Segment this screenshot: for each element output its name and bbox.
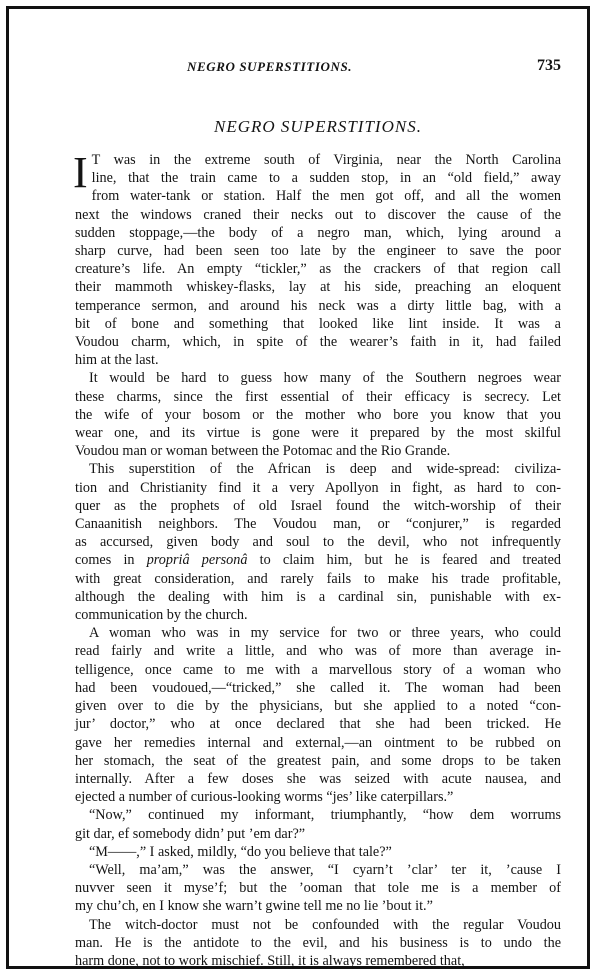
text-line: nuvver seen it myse’f; but the ’ooman that tole me is a member of — [75, 880, 561, 897]
text-line: communication by the church. — [75, 607, 248, 624]
text-line: her stomach, the seat of the greatest pain, and some drops to be taken — [75, 752, 561, 769]
text-line: The witch-doctor must not be confounded with the regular Voudou — [89, 916, 561, 933]
text-line: quer as the prophets of old Israel found the witch-worship of their — [75, 497, 561, 514]
paragraph — [73, 148, 561, 369]
text-line: sudden stoppage,—the body of a negro man, which, lying around a — [75, 224, 561, 241]
text-line: bit of bone and something that looked like lint inside. It was a — [75, 315, 561, 332]
text-line: jur’ doctor,” who at once declared that she had been tricked. He — [75, 716, 561, 733]
text-line: Canaanitish neighbors. The Voudou man, or “conjurer,” is regarded — [75, 516, 561, 533]
text-line: Voudou man or woman between the Potomac and the Rio Grande. — [75, 443, 451, 460]
text-line: comes in propriâ personâ to claim him, but he is feared and treated — [75, 552, 562, 569]
text-line: “Well, ma’am,” was the answer, “I cyarn’t ’clar’ ter it, ’cause I — [89, 861, 561, 878]
text-line: It would be hard to guess how many of the Southern negroes wear — [89, 370, 561, 387]
page-number: 735 — [537, 57, 561, 74]
text-line: “Now,” continued my informant, triumphantly, “how dem worrums — [89, 807, 561, 824]
text-line: their mammoth whiskey-flasks, lay at his side, preaching an eloquent — [75, 279, 561, 296]
paragraph — [75, 460, 561, 624]
paragraph — [75, 806, 561, 842]
text-line: next the windows craned their necks out to discover the cause of the — [75, 206, 561, 223]
text-line: as accursed, given body and soul to the devil, who not infrequently — [75, 534, 561, 551]
text-line: internally. After a few doses she was seized with acute nausea, and — [75, 770, 561, 787]
text-line: man. He is the antidote to the evil, and his business is to undo the — [75, 934, 561, 951]
text-line: harm done, not to work mischief. Still, it is always remembered that, — [75, 952, 465, 969]
text-line: him at the last. — [75, 352, 159, 369]
text-line: the wife of your bosom or the mother who bore you know that you — [75, 406, 561, 423]
text-line: wear one, and its virtue is gone were it prepared by the most skilful — [75, 425, 561, 442]
running-title: NEGRO SUPERSTITIONS. — [187, 59, 353, 74]
paragraph — [75, 624, 561, 806]
text-line: creature’s life. An empty “tickler,” as the crackers of that region call — [75, 261, 561, 278]
article-body — [73, 148, 562, 970]
text-line: A woman who was in my service for two or three years, who could — [89, 625, 561, 642]
running-head — [75, 49, 561, 79]
text-line: telligence, once came to me with a marvellous story of a woman who — [75, 661, 561, 678]
text-line: git dar, ef somebody didn’ put ’em dar?” — [75, 825, 306, 842]
text-line: given over to die by the physicians, but she applied to a noted “con- — [75, 698, 561, 715]
text-line: Voudou charm, which, in spite of the wearer’s faith in it, had failed — [75, 334, 561, 351]
text-line: from water-tank or station. Half the men got off, and all the women — [91, 188, 561, 205]
paragraph — [75, 916, 561, 971]
text-line: these charms, since the first essential of their efficacy is secrecy. Let — [75, 388, 561, 405]
text-line: ejected a number of curious-looking worms “jes’ like caterpillars.” — [75, 789, 454, 806]
text-line: although the dealing with him is a cardinal sin, punishable with ex- — [75, 588, 561, 605]
text-line: “M——,” I asked, mildly, “do you believe that tale?” — [89, 843, 392, 860]
article-title: NEGRO SUPERSTITIONS. — [214, 117, 422, 136]
text-line: T was in the extreme south of Virginia, near the North Carolina — [91, 152, 561, 168]
text-line: gave her remedies internal and external,—an ointment to be rubbed on — [75, 734, 561, 751]
page-frame — [6, 6, 590, 969]
text-line: tion and Christianity find it a very Apollyon in fight, as hard to con- — [75, 479, 561, 496]
paragraph — [75, 861, 561, 916]
paragraph — [75, 843, 561, 861]
paragraph — [75, 369, 561, 460]
drop-cap: I — [73, 148, 88, 197]
text-line: had been voudoued,—“tricked,” she called it. The woman had been — [75, 679, 561, 696]
text-line: line, that the train came to a sudden stop, in an “old field,” away — [91, 170, 561, 187]
text-line: my chu’ch, en I know she warn’t gwine tell me no lie ’bout it.” — [75, 898, 433, 915]
text-line: temperance sermon, and around his neck was a dirty little bag, with a — [75, 297, 561, 314]
text-line: This superstition of the African is deep and wide-spread: civiliza- — [89, 461, 561, 478]
book-page — [75, 49, 561, 970]
text-line: sharp curve, had been seen too late by the engineer to save the poor — [75, 243, 561, 260]
text-line: with great consideration, and rarely fails to make his trade profitable, — [75, 570, 561, 587]
text-line: read fairly and write a little, and who was of more than average in- — [75, 643, 561, 660]
